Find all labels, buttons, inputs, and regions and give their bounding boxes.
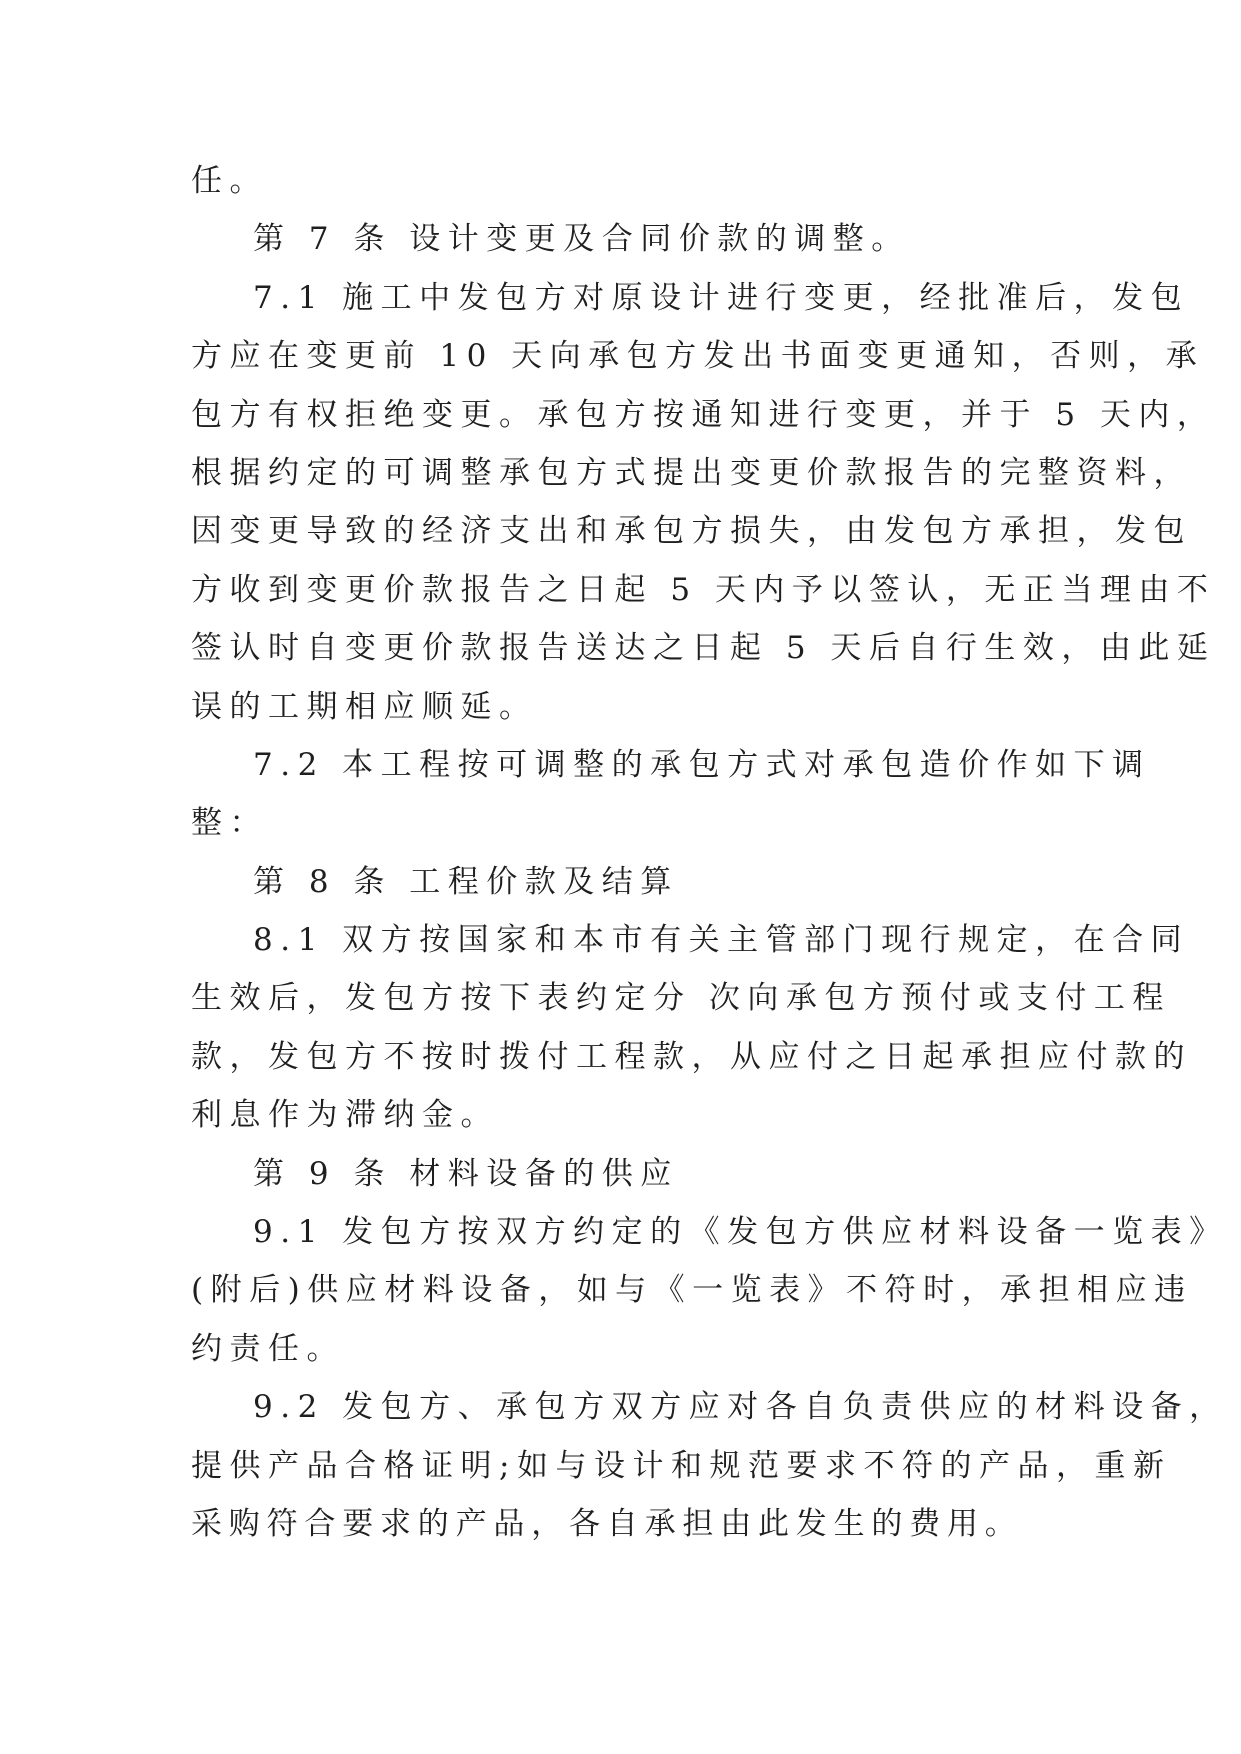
text-line: 包方有权拒绝变更。承包方按通知进行变更，并于 5 天内， <box>191 396 1216 433</box>
article-8-heading: 第 8 条 工程价款及结算 <box>253 863 679 900</box>
text-line: 款，发包方不按时拨付工程款，从应付之日起承担应付款的 <box>191 1038 1192 1075</box>
text-line: (附后)供应材料设备，如与《一览表》不符时，承担相应违 <box>191 1272 1193 1309</box>
text-line: 提供产品合格证明;如与设计和规范要求不符的产品，重新 <box>191 1447 1172 1484</box>
article-7-heading: 第 7 条 设计变更及合同价款的调整。 <box>253 221 910 258</box>
text-line: 9.1 发包方按双方约定的《发包方供应材料设备一览表》 <box>253 1214 1228 1251</box>
text-line: 8.1 双方按国家和本市有关主管部门现行规定，在合同 <box>253 922 1190 959</box>
text-line: 方应在变更前 10 天向承包方发出书面变更通知，否则，承 <box>191 338 1205 375</box>
article-9-heading: 第 9 条 材料设备的供应 <box>253 1155 679 1192</box>
text-line: 签认时自变更价款报告送达之日起 5 天后自行生效，由此延 <box>191 630 1216 667</box>
document-page <box>191 152 1228 1553</box>
text-line: 误的工期相应顺延。 <box>191 688 538 725</box>
text-line: 任。 <box>191 163 268 199</box>
text-line: 9.2 发包方、承包方双方应对各自负责供应的材料设备， <box>253 1389 1228 1426</box>
text-line: 利息作为滞纳金。 <box>191 1097 499 1134</box>
text-line: 因变更导致的经济支出和承包方损失，由发包方承担，发包 <box>191 513 1192 550</box>
text-line: 7.1 施工中发包方对原设计进行变更，经批准后，发包 <box>253 279 1190 316</box>
text-line: 方收到变更价款报告之日起 5 天内予以签认，无正当理由不 <box>191 571 1216 608</box>
text-line: 采购符合要求的产品，各自承担由此发生的费用。 <box>191 1505 1023 1542</box>
text-line: 约责任。 <box>191 1330 345 1367</box>
text-line: 生效后，发包方按下表约定分 次向承包方预付或支付工程 <box>191 980 1171 1017</box>
text-line: 根据约定的可调整承包方式提出变更价款报告的完整资料， <box>191 454 1192 491</box>
text-line: 整： <box>191 805 268 842</box>
text-line: 7.2 本工程按可调整的承包方式对承包造价作如下调 <box>253 746 1151 783</box>
